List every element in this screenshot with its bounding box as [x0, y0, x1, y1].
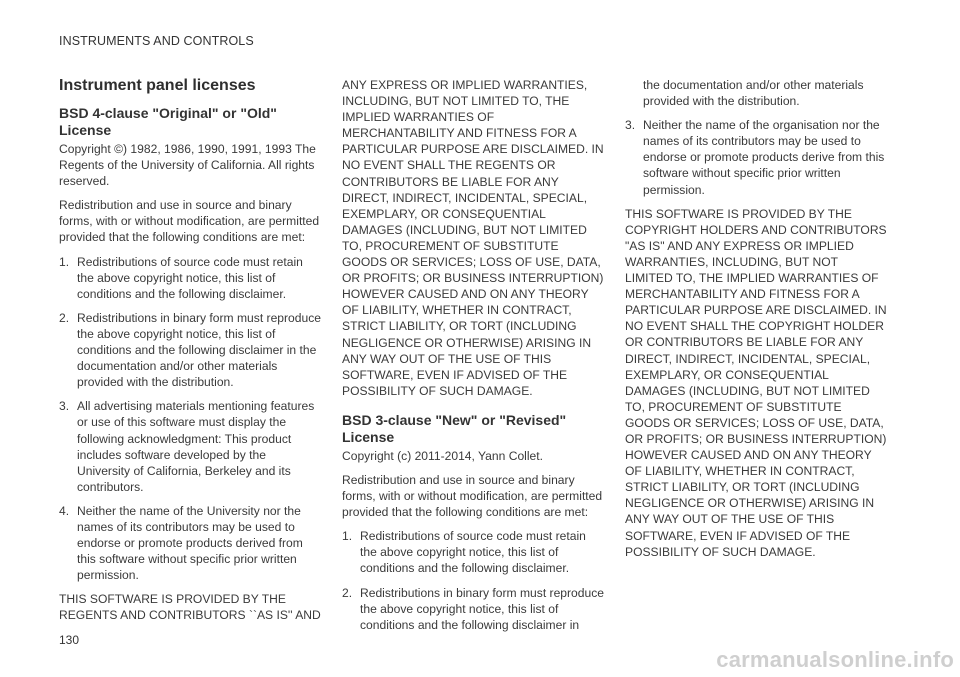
list-item — [625, 117, 887, 197]
list-number: 3. — [59, 399, 70, 414]
bsd3-disclaimer: THIS SOFTWARE IS PROVIDED BY THE COPYRIGHT HOLDERS AND CONTRIBUTORS "AS IS" AND ANY EXPRESS OR IMPLIED WARRANTIES, INCLUDING, BUT NOT LIMITED TO, THE IMPLIED WARRANTIES OF MERCHANTABILITY AND FITNESS FOR A PARTICULAR PURPOSE ARE DISCLAIMED. IN NO EVENT SHALL THE COPYRIGHT HOLDER OR CONTRIBUTORS BE LIABLE FOR ANY DIRECT, INDIRECT, INCIDENTAL, SPECIAL, EXEMPLARY, OR CONSEQUENTIAL DAMAGES (INCLUDING, BUT NOT LIMITED TO, PROCUREMENT OF SUBSTITUTE GOODS OR SERVICES; LOSS OF USE, DATA, OR PROFITS; OR BUSINESS INTERRUPTION) HOWEVER CAUSED AND ON ANY THEORY OF LIABILITY, WHETHER IN CONTRACT, STRICT LIABILITY, OR TORT (INCLUDING NEGLIGENCE OR OTHERWISE) ARISING IN ANY WAY OUT OF THE USE OF THIS SOFTWARE, EVEN IF ADVISED OF THE POSSIBILITY OF SUCH DAMAGE. — [625, 206, 887, 559]
list-number: 2. — [59, 310, 70, 325]
bsd3-copyright: Copyright (c) 2011-2014, Yann Collet. — [342, 448, 544, 463]
list-text: Redistributions in binary form must reproduce the above copyright notice, this list of conditions and the following disclaimer in — [360, 585, 604, 632]
bsd4-conditions-list — [59, 254, 321, 584]
list-number: 3. — [625, 118, 636, 133]
bsd3-item2-continued: the documentation and/or other materials provided with the distribution. — [643, 78, 864, 109]
bsd3-intro: Redistribution and use in source and binary forms, with or without modification, are permitted provided that the following conditions are met: — [342, 472, 603, 520]
bsd4-disclaimer-continued: ANY EXPRESS OR IMPLIED WARRANTIES, INCLUDING, BUT NOT LIMITED TO, THE IMPLIED WARRANTIES OF MERCHANTABILITY AND FITNESS FOR A PARTICULAR PURPOSE ARE DISCLAIMED. IN NO EVENT SHALL THE REGENTS OR CONTRIBUTORS BE LIABLE FOR ANY DIRECT, INDIRECT, INCIDENTAL, SPECIAL, EXEMPLARY, OR CONSEQUENTIAL DAMAGES (INCLUDING, BUT NOT LIMITED TO, PROCUREMENT OF SUBSTITUTE GOODS OR SERVICES; LOSS OF USE, DATA, OR PROFITS; OR BUSINESS INTERRUPTION) HOWEVER CAUSED AND ON ANY THEORY OF LIABILITY, WHETHER IN CONTRACT, STRICT LIABILITY, OR TORT (INCLUDING NEGLIGENCE OR OTHERWISE) ARISING IN ANY WAY OUT OF THE USE OF THIS SOFTWARE, EVEN IF ADVISED OF THE POSSIBILITY OF SUCH DAMAGE. — [342, 78, 604, 398]
list-item — [342, 528, 604, 576]
list-item — [59, 503, 321, 583]
list-text: Redistributions of source code must retain the above copyright notice, this list of conditions and the following disclaimer. — [360, 529, 586, 576]
list-text: Redistributions of source code must retain the above copyright notice, this list of conditions and the following disclaimer. — [77, 254, 303, 301]
list-item — [59, 398, 321, 495]
watermark: carmanualsonline.info — [716, 647, 954, 672]
list-number: 4. — [59, 503, 70, 518]
bsd4-intro: Redistribution and use in source and binary forms, with or without modification, are permitted provided that the following conditions are met: — [59, 198, 320, 245]
list-text: Redistributions in binary form must reproduce the above copyright notice, this list of conditions and the following disclaimer in the documentation and/or other materials provided with the distribution. — [77, 310, 321, 390]
bsd3-conditions-list — [342, 528, 604, 633]
list-item — [342, 585, 604, 633]
bsd3-heading: BSD 3-clause "New" or "Revised" License — [342, 411, 567, 445]
bsd4-disclaimer-start: THIS SOFTWARE IS PROVIDED BY THE REGENTS AND CONTRIBUTORS ``AS IS'' AND — [59, 592, 321, 623]
list-number: 1. — [59, 254, 70, 269]
section-header: INSTRUMENTS AND CONTROLS — [59, 34, 254, 48]
page-number: 130 — [59, 633, 80, 647]
bsd4-heading: BSD 4-clause "Original" or "Old" License — [59, 105, 277, 138]
list-item — [59, 254, 321, 302]
list-number: 2. — [342, 585, 353, 600]
bsd3-conditions-list-continued — [625, 117, 887, 197]
list-text: Neither the name of the organisation nor the names of its contributors may be used to endorse or promote products derive from this software without specific prior written permission. — [643, 118, 885, 197]
column-right — [625, 77, 887, 568]
bsd4-copyright: Copyright ©) 1982, 1986, 1990, 1991, 1993 The Regents of the University of California. All rights reserved. — [59, 142, 316, 189]
list-text: Neither the name of the University nor the names of its contributors may be used to endorse or promote products derived from this software without specific prior written permission. — [77, 503, 303, 583]
column-left — [59, 76, 321, 624]
list-number: 1. — [342, 529, 353, 544]
page-title: Instrument panel licenses — [59, 77, 256, 94]
list-item — [59, 310, 321, 390]
column-middle — [342, 77, 604, 641]
list-text: All advertising materials mentioning features or use of this software must display the following acknowledgment: This product includes software developed by the University of California, Berkeley and its contributors. — [77, 399, 315, 494]
